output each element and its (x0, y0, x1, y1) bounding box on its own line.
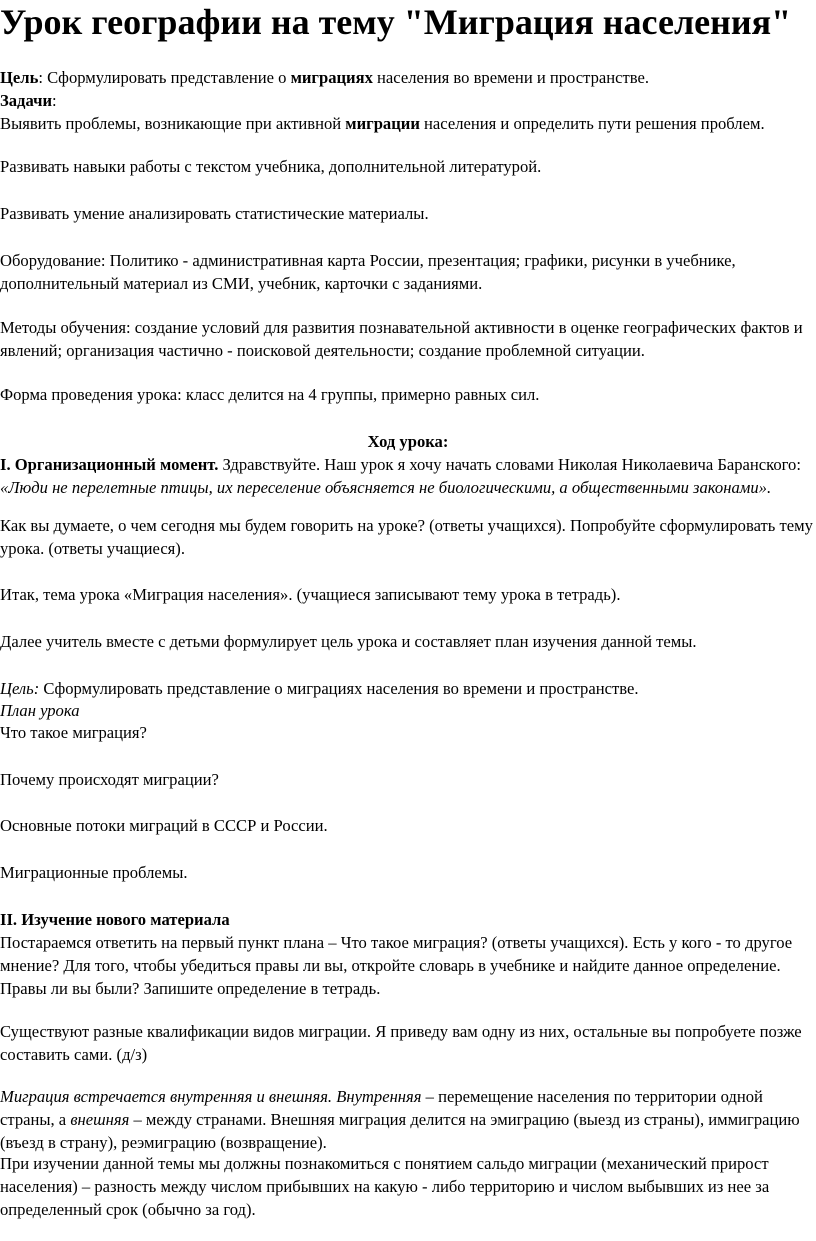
task-item-1-after: населения и определить пути решения проблем. (419, 114, 765, 133)
goal-label: Цель (0, 68, 39, 87)
task-item-1-before: Выявить проблемы, возникающие при активной (0, 114, 346, 133)
plan-item: Миграционные проблемы. (0, 863, 188, 882)
section2-heading (0, 908, 814, 931)
plan-label (0, 699, 814, 722)
section2-paragraph-1: Постараемся ответить на первый пункт плана – Что такое миграция? (ответы учащихся). Есть у кого - то другое мнение? Для того, чтобы убедиться правы ли вы, откройте словарь в учебнике и найдите данное определение. Правы ли вы были? Запишите определение в тетрадь. (0, 933, 793, 998)
section2-paragraph-4: При изучении данной темы мы должны познакомиться с понятием сальдо миграции (механический прирост населения) – разность между числом прибывших на какую - либо территорию и числом выбывших из нее за определенный срок (обычно за год). (0, 1154, 770, 1219)
goal-text-after: населения во времени и пространстве. (372, 68, 649, 87)
tasks-label: Задачи (0, 91, 53, 110)
section1-intro (0, 453, 814, 499)
section1-goal-text: Сформулировать представление о миграциях населения во времени и пространстве. (39, 679, 639, 698)
migration-types-text-2: – между странами. Внешняя миграция делится на эмиграцию (выезд из страны), иммиграцию (въезд в страну), реэмиграцию (возвращение). (0, 1110, 800, 1152)
migration-types-text-1: – перемещение населения по территории одной страны, а (0, 1087, 763, 1129)
goal-bold: миграциях (290, 68, 373, 87)
form-paragraph: Форма проведения урока: класс делится на 4 группы, примерно равных сил. (0, 385, 540, 404)
section1-question: Как вы думаете, о чем сегодня мы будем говорить на уроке? (ответы учащихся). Попробуйте сформулировать тему урока. (ответы учащиеся). (0, 516, 813, 558)
task-item-2: Развивать навыки работы с текстом учебника, дополнительной литературой. (0, 157, 542, 176)
goal-text-before: : Сформулировать представление о (38, 68, 291, 87)
task-item-3: Развивать умение анализировать статистические материалы. (0, 204, 429, 223)
plan-item: Почему происходят миграции? (0, 770, 219, 789)
document-title: Урок географии на тему "Миграция населения" (0, 2, 792, 42)
plan-item: Что такое миграция? (0, 723, 147, 742)
section1-teacher: Далее учитель вместе с детьми формулирует цель урока и составляет план изучения данной темы. (0, 632, 697, 651)
tasks-colon: : (52, 91, 57, 110)
equipment-paragraph: Оборудование: Политико - административная карта России, презентация; графики, рисунки в учебнике, дополнительный материал из СМИ, учебник, карточки с заданиями. (0, 251, 736, 293)
task-item-1 (0, 112, 814, 135)
section1-quote: «Люди не перелетные птицы, их переселение объясняется не биологическими, а общественными законами». (0, 478, 772, 497)
external-italic: внешняя (70, 1110, 130, 1129)
goal-paragraph (0, 66, 814, 89)
lesson-heading-text: Ход урока: (367, 432, 449, 451)
section1-goal (0, 677, 814, 700)
lesson-heading (0, 430, 816, 453)
migration-types-italic: Миграция встречается внутренняя и внешняя. Внутренняя (0, 1087, 422, 1106)
task-item-1-bold: миграции (345, 114, 420, 133)
plan-label-text: План урока (0, 701, 80, 720)
plan-item: Основные потоки миграций в СССР и России. (0, 816, 328, 835)
section1-goal-label: Цель: (0, 679, 40, 698)
tasks-heading (0, 89, 814, 112)
section1-topic: Итак, тема урока «Миграция населения». (учащиеся записывают тему урока в тетрадь). (0, 585, 621, 604)
section2-paragraph-2: Существуют разные квалификации видов миграции. Я приведу вам одну из них, остальные вы попробуете позже составить сами. (д/з) (0, 1022, 802, 1064)
methods-paragraph: Методы обучения: создание условий для развития познавательной активности в оценке географических фактов и явлений; организация частично - поисковой деятельности; создание проблемной ситуации. (0, 318, 803, 360)
section1-heading: I. Организационный момент. (0, 455, 219, 474)
section1-text: Здравствуйте. Наш урок я хочу начать словами Николая Николаевича Баранского: (218, 455, 801, 474)
section2-paragraph-3 (0, 1085, 814, 1154)
section2-heading-text: II. Изучение нового материала (0, 910, 230, 929)
